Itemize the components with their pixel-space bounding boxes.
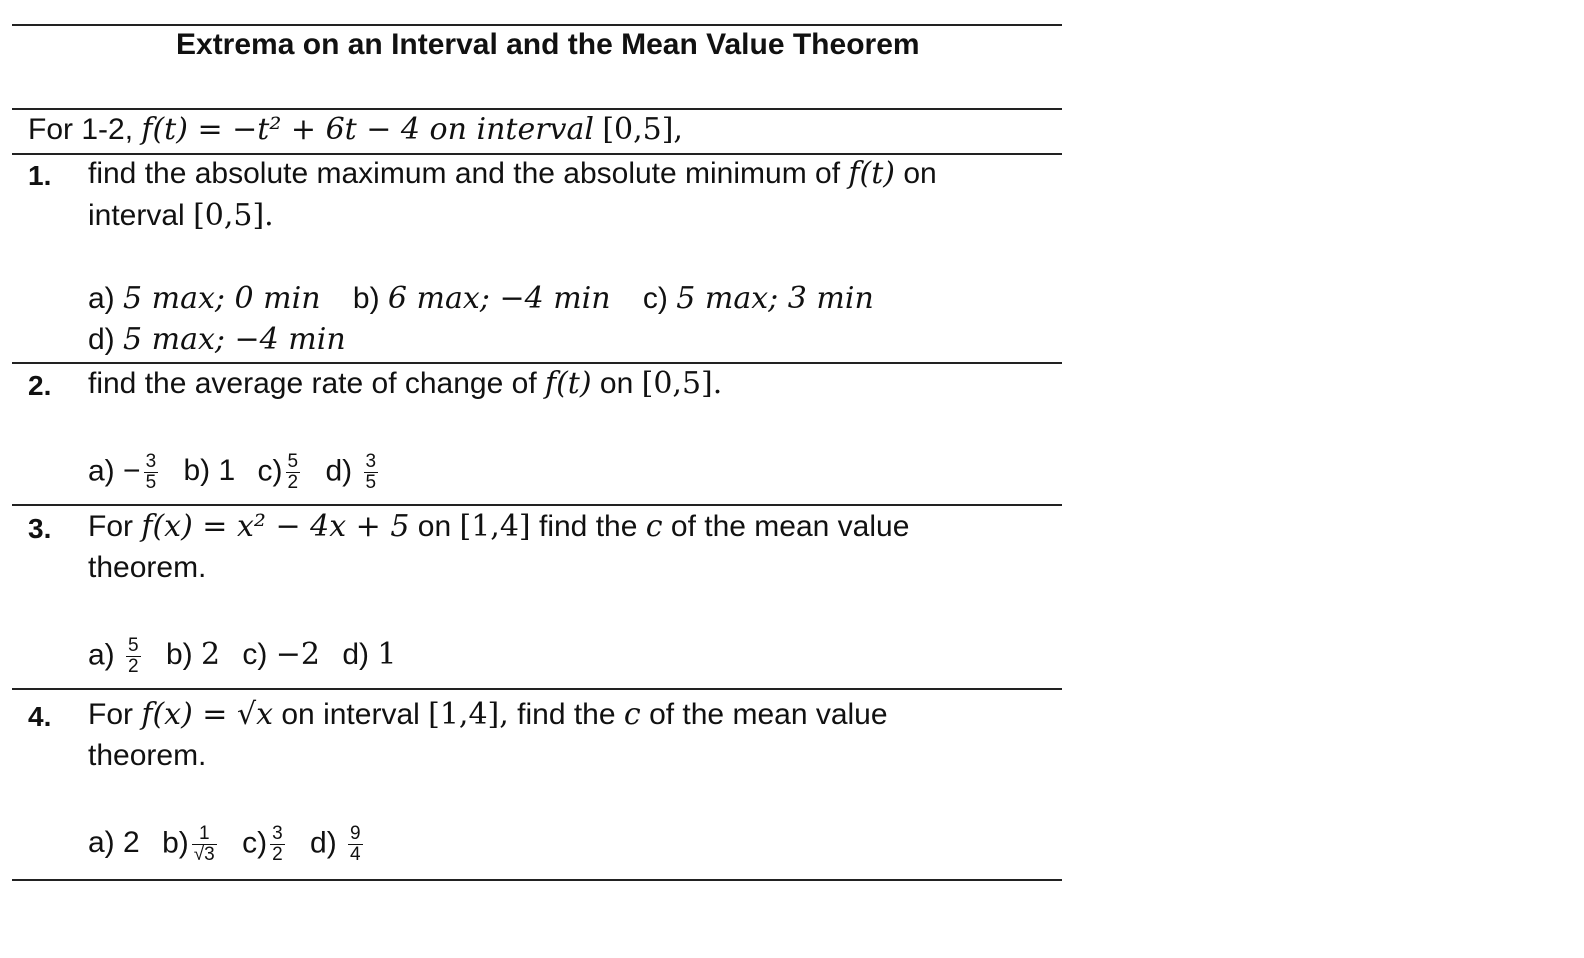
q3-text-line2: theorem.: [88, 551, 207, 584]
q2-option-a[interactable]: a) − $\frac{3}{5}$: [88, 451, 157, 493]
q4-text-d: of the mean value: [649, 698, 888, 731]
q3-fx: f(x) = x² − 4x + 5: [141, 509, 410, 544]
q2-option-c-fraction: $\frac{5}{2}$: [287, 451, 299, 493]
q3-options: [88, 636, 396, 677]
q1-rule: [12, 362, 1062, 364]
q4-fx: f(x) = √x: [141, 697, 274, 732]
q4-text-b: on interval: [281, 698, 420, 731]
q3-option-c[interactable]: c) −2: [242, 637, 320, 673]
q3-text-a: For: [88, 510, 133, 543]
q1-text-a: find the absolute maximum and the absolute minimum of: [88, 157, 841, 190]
q2-option-b[interactable]: b) 1: [183, 454, 236, 488]
q1-fx: f(t): [848, 156, 895, 191]
page-title: Extrema on an Interval and the Mean Value Theorem: [176, 28, 920, 61]
top-rule: [12, 24, 1062, 26]
q1-number: 1.: [28, 160, 52, 191]
intro-prefix: For 1-2,: [28, 113, 134, 146]
q1-text-line1: [88, 156, 937, 191]
q3-interval: [1,4]: [459, 509, 531, 544]
title-rule: [12, 108, 1062, 110]
q4-option-a[interactable]: a) 2: [88, 826, 140, 860]
q4-option-b[interactable]: b) $\frac{1}{√3}$: [162, 823, 215, 865]
q3-option-b[interactable]: b) 2: [165, 637, 221, 673]
q1-option-c[interactable]: c) 5 max; 3 min: [642, 281, 874, 316]
q4-text-a: For: [88, 698, 133, 731]
q1-option-d[interactable]: d) 5 max; −4 min: [88, 322, 346, 357]
q4-option-b-fraction: $\frac{1}{√3}$: [193, 823, 215, 865]
q1-text-c: interval: [88, 199, 185, 232]
intro-function: f(t) = −t² + 6t − 4 on interval: [141, 112, 594, 147]
q3-option-d[interactable]: d) 1: [342, 637, 397, 673]
q4-interval: [1,4],: [428, 697, 509, 732]
q4-c: c: [623, 697, 641, 732]
q3-text-c: find the: [538, 510, 638, 543]
q2-text-a: find the average rate of change of: [88, 367, 537, 400]
q4-rule: [12, 879, 1062, 881]
intro-line: [28, 112, 683, 147]
q2-option-a-fraction: $\frac{3}{5}$: [145, 451, 157, 493]
q2-fx: f(t): [545, 366, 592, 401]
q4-option-d-fraction: $\frac{9}{4}$: [350, 823, 361, 865]
q3-text-d: of the mean value: [670, 510, 910, 543]
q2-option-d-fraction: $\frac{3}{5}$: [365, 451, 377, 493]
q1-text-line2: [88, 198, 274, 233]
q4-text-line2: theorem.: [88, 739, 207, 772]
q3-c: c: [645, 509, 663, 544]
q3-option-a[interactable]: a) $\frac{5}{2}$: [88, 635, 139, 677]
q1-text-b: on: [903, 157, 937, 190]
q2-options: [88, 452, 381, 493]
q4-number: 4.: [28, 701, 52, 732]
q2-interval: [0,5].: [641, 366, 723, 401]
q4-text-c: find the: [517, 698, 616, 731]
q2-text-b: on: [599, 367, 634, 400]
q4-options: [88, 824, 366, 865]
q4-option-d[interactable]: d) $\frac{9}{4}$: [310, 823, 361, 865]
q2-option-d[interactable]: d) $\frac{3}{5}$: [325, 451, 377, 493]
q4-text-line1: [88, 697, 888, 732]
q1-options-line1: [88, 281, 874, 316]
q1-option-a[interactable]: a) 5 max; 0 min: [88, 281, 321, 316]
q2-option-c[interactable]: c) $\frac{5}{2}$: [257, 451, 299, 493]
q3-text-line1: [88, 509, 909, 544]
q4-option-c[interactable]: c) $\frac{3}{2}$: [242, 823, 283, 865]
intro-rule: [12, 153, 1062, 155]
q1-options-line2: [88, 322, 346, 357]
q3-rule: [12, 688, 1062, 690]
q2-rule: [12, 504, 1062, 506]
q3-text-b: on: [417, 510, 452, 543]
q4-option-c-fraction: $\frac{3}{2}$: [272, 823, 283, 865]
q1-interval: [0,5].: [193, 198, 274, 233]
intro-interval: [0,5],: [602, 112, 683, 147]
q2-number: 2.: [28, 370, 52, 401]
q3-number: 3.: [28, 513, 52, 544]
q1-option-b[interactable]: b) 6 max; −4 min: [352, 281, 611, 316]
q3-option-a-fraction: $\frac{5}{2}$: [128, 635, 139, 677]
q2-text-line1: [88, 366, 722, 401]
